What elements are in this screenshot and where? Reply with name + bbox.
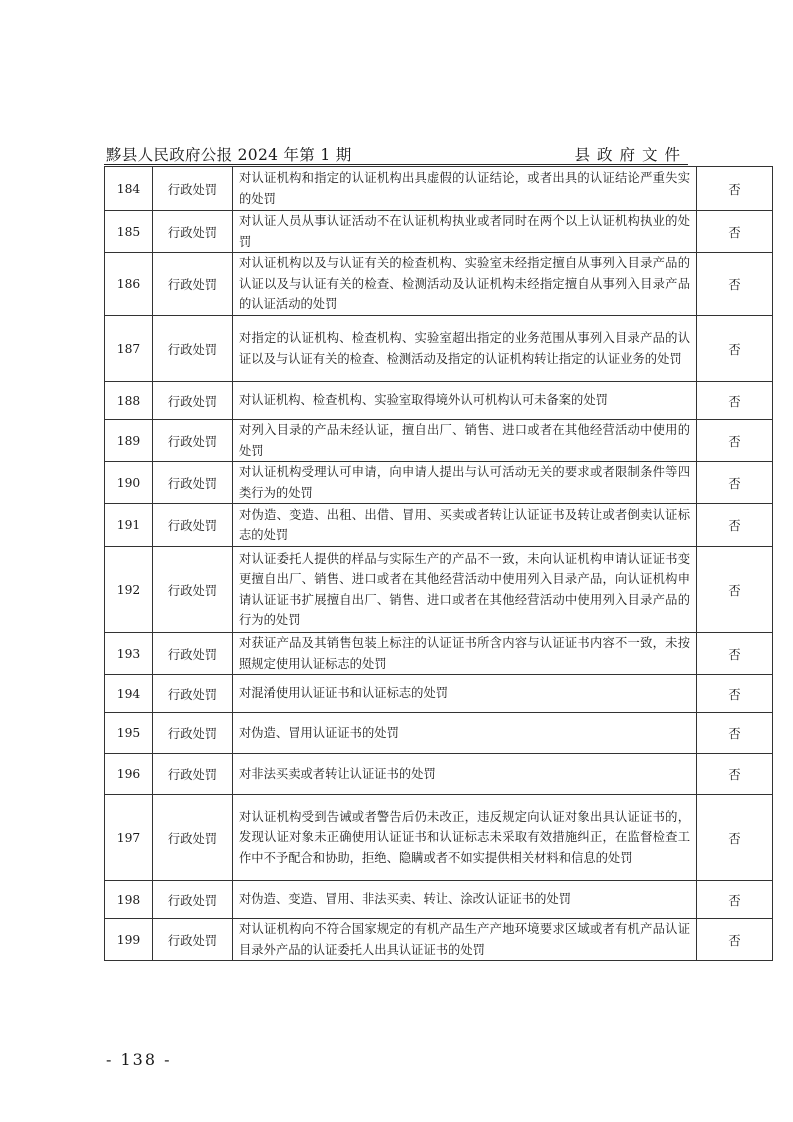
table-row <box>105 211 773 253</box>
item-number: 192 <box>105 547 153 633</box>
item-flag: 否 <box>697 504 773 547</box>
item-flag: 否 <box>697 382 773 420</box>
item-type: 行政处罚 <box>153 881 233 919</box>
item-type: 行政处罚 <box>153 462 233 504</box>
item-number: 195 <box>105 713 153 754</box>
table-row <box>105 253 773 316</box>
item-number: 197 <box>105 795 153 881</box>
item-description: 对认证机构向不符合国家规定的有机产品生产产地环境要求区域或者有机产品认证目录外产品的认证委托人出具认证证书的处罚 <box>233 919 697 961</box>
item-number: 190 <box>105 462 153 504</box>
table-row <box>105 754 773 795</box>
item-description: 对认证机构和指定的认证机构出具虚假的认证结论，或者出具的认证结论严重失实的处罚 <box>233 167 697 211</box>
table-row <box>105 462 773 504</box>
item-description: 对伪造、冒用认证证书的处罚 <box>233 713 697 754</box>
item-type: 行政处罚 <box>153 316 233 382</box>
item-number: 186 <box>105 253 153 316</box>
item-number: 198 <box>105 881 153 919</box>
item-number: 184 <box>105 167 153 211</box>
item-type: 行政处罚 <box>153 420 233 462</box>
table-row <box>105 675 773 713</box>
table-row <box>105 919 773 961</box>
item-number: 191 <box>105 504 153 547</box>
table-row <box>105 633 773 675</box>
item-type: 行政处罚 <box>153 754 233 795</box>
item-description: 对认证机构受到告诫或者警告后仍未改正，违反规定向认证对象出具认证证书的，发现认证对象未正确使用认证证书和认证标志未采取有效措施纠正，在监督检查工作中不予配合和协助，拒绝、隐瞒或者不如实提供相关材料和信息的处罚 <box>233 795 697 881</box>
table-row <box>105 504 773 547</box>
item-type: 行政处罚 <box>153 795 233 881</box>
item-flag: 否 <box>697 795 773 881</box>
item-number: 196 <box>105 754 153 795</box>
item-flag: 否 <box>697 462 773 504</box>
table-row <box>105 316 773 382</box>
item-number: 193 <box>105 633 153 675</box>
item-number: 194 <box>105 675 153 713</box>
item-description: 对认证人员从事认证活动不在认证机构执业或者同时在两个以上认证机构执业的处罚 <box>233 211 697 253</box>
section-title: 县政府文件 <box>574 146 687 164</box>
item-description: 对混淆使用认证证书和认证标志的处罚 <box>233 675 697 713</box>
item-type: 行政处罚 <box>153 675 233 713</box>
item-flag: 否 <box>697 167 773 211</box>
item-type: 行政处罚 <box>153 504 233 547</box>
item-flag: 否 <box>697 754 773 795</box>
header-divider <box>104 164 688 165</box>
table-row <box>105 167 773 211</box>
item-type: 行政处罚 <box>153 167 233 211</box>
penalty-items-table <box>104 166 773 961</box>
item-flag: 否 <box>697 713 773 754</box>
item-description: 对非法买卖或者转让认证证书的处罚 <box>233 754 697 795</box>
item-type: 行政处罚 <box>153 633 233 675</box>
item-flag: 否 <box>697 547 773 633</box>
item-description: 对认证机构受理认可申请，向申请人提出与认可活动无关的要求或者限制条件等四类行为的处罚 <box>233 462 697 504</box>
bulletin-title: 黟县人民政府公报 2024 年第 1 期 <box>106 146 352 164</box>
table-row <box>105 382 773 420</box>
item-flag: 否 <box>697 633 773 675</box>
item-flag: 否 <box>697 316 773 382</box>
item-type: 行政处罚 <box>153 253 233 316</box>
item-flag: 否 <box>697 919 773 961</box>
item-flag: 否 <box>697 420 773 462</box>
item-number: 199 <box>105 919 153 961</box>
item-type: 行政处罚 <box>153 382 233 420</box>
item-number: 187 <box>105 316 153 382</box>
item-number: 185 <box>105 211 153 253</box>
item-type: 行政处罚 <box>153 919 233 961</box>
item-description: 对列入目录的产品未经认证，擅自出厂、销售、进口或者在其他经营活动中使用的处罚 <box>233 420 697 462</box>
item-flag: 否 <box>697 675 773 713</box>
item-description: 对伪造、变造、出租、出借、冒用、买卖或者转让认证证书及转让或者倒卖认证标志的处罚 <box>233 504 697 547</box>
item-description: 对认证机构以及与认证有关的检查机构、实验室未经指定擅自从事列入目录产品的认证以及与认证有关的检查、检测活动及认证机构未经指定擅自从事列入目录产品的认证活动的处罚 <box>233 253 697 316</box>
table-row <box>105 420 773 462</box>
item-description: 对认证机构、检查机构、实验室取得境外认可机构认可未备案的处罚 <box>233 382 697 420</box>
item-flag: 否 <box>697 211 773 253</box>
table-row <box>105 881 773 919</box>
item-description: 对指定的认证机构、检查机构、实验室超出指定的业务范围从事列入目录产品的认证以及与认证有关的检查、检测活动及指定的认证机构转让指定的认证业务的处罚 <box>233 316 697 382</box>
item-description: 对认证委托人提供的样品与实际生产的产品不一致，未向认证机构申请认证证书变更擅自出厂、销售、进口或者在其他经营活动中使用列入目录产品，向认证机构申请认证证书扩展擅自出厂、销售、进口或者在其他经营活动中使用列入目录产品的行为的处罚 <box>233 547 697 633</box>
item-flag: 否 <box>697 881 773 919</box>
item-number: 188 <box>105 382 153 420</box>
item-flag: 否 <box>697 253 773 316</box>
table-row <box>105 547 773 633</box>
item-type: 行政处罚 <box>153 713 233 754</box>
item-description: 对伪造、变造、冒用、非法买卖、转让、涂改认证证书的处罚 <box>233 881 697 919</box>
table-row <box>105 795 773 881</box>
page-number: - 138 - <box>106 1050 172 1069</box>
item-description: 对获证产品及其销售包装上标注的认证证书所含内容与认证证书内容不一致，未按照规定使用认证标志的处罚 <box>233 633 697 675</box>
item-type: 行政处罚 <box>153 547 233 633</box>
table-row <box>105 713 773 754</box>
item-type: 行政处罚 <box>153 211 233 253</box>
item-number: 189 <box>105 420 153 462</box>
